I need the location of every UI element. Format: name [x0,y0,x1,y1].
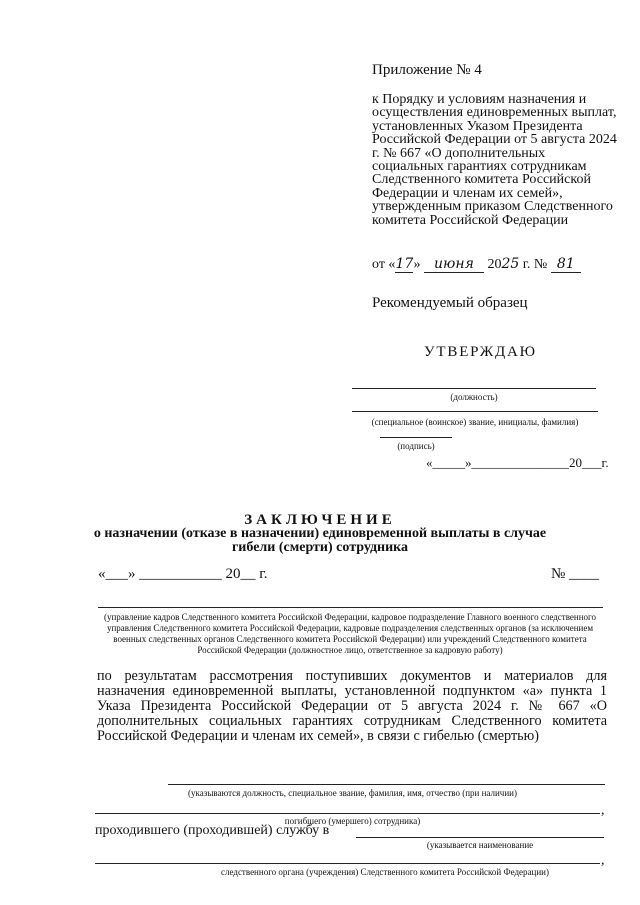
conclusion-paragraph: по результатам рассмотрения поступивших документов и материалов для назначения единовременной выплаты, установленной подпунктом «а» пункта 1 Указа Президента Российской Федерации от 5 августа 2024 г. № 667 «О дополнительных социальных гарантиях сотрудникам Следственного комитета Российской Федерации и членам их семей», в связи с гибелью (смертью) [97,668,607,744]
person-comma: , [601,803,605,818]
order-mid: » [413,257,421,272]
conclusion-subtitle-line2: гибели (смерти) сотрудника [231,540,409,555]
signature-caption: (подпись) [397,441,435,451]
position-line [352,388,596,389]
served-line [356,837,604,838]
order-year-end: г. № [519,257,548,272]
rank-caption: (специальное (воинское) звание, инициалы, фамилия) [371,417,579,427]
order-year-suffix: 25 [501,256,520,272]
conclusion-title: ЗАКЛЮЧЕНИЕ [244,512,396,528]
org-caption: (управление кадров Следственного комитета Российской Федерации, кадровое подразделение Главного военного следственного управления Следственного комитета Российской Федерации, кадровые подразделения следственных органов (за исключением военных следственных органов Следственного комитета Российской Федерации) или учреждений Следственного комитета Российской Федерации (должностное лицо, ответственное за кадровую работу) [103,612,597,655]
org-name-comma: , [601,853,605,868]
approve-date: «_____»_______________20___г. [426,455,609,470]
conclusion-subtitle-line1: о назначении (отказе в назначении) единовременной выплаты в случае [93,526,547,541]
appendix-body: к Порядку и условиям назначения и осуществления единовременных выплат, установленных Указом Президента Российской Федерации от 5 августа 2024 г. № 667 «О дополнительных социальных гарантиях сотрудникам Следственного комитета Российской Федерации и членам их семей», утвержденным приказом Следственного комитета Российской Федерации [372,92,617,228]
appendix-title: Приложение № 4 [372,62,482,78]
org-name-line [95,863,600,864]
org-line [98,607,603,608]
order-number: 81 [551,256,581,273]
person-caption: (указываются должность, специальное звание, фамилия, имя, отчество (при наличии) [188,788,517,798]
name-caption: (указывается наименование [426,840,534,850]
order-month: июня [424,256,484,273]
conclusion-date: «___» ___________ 20__ г. [98,566,268,582]
served-text: проходившего (проходившей) службу в [95,823,330,838]
person-line-1 [168,784,605,785]
recommended-sample: Рекомендуемый образец [372,295,528,311]
order-prefix: от « [372,257,396,272]
approve-title: УТВЕРЖДАЮ [424,344,537,360]
order-date-line [372,256,581,273]
order-day: 17 [395,256,414,272]
rank-line [352,411,598,412]
conclusion-subtitle [0,527,640,555]
order-year-prefix: 20 [487,257,502,272]
org-name-caption: следственного органа (учреждения) Следственного комитета Российской Федерации) [221,867,549,877]
position-caption: (должность) [450,392,498,402]
person-line-2 [95,813,600,814]
signature-line [380,437,452,438]
conclusion-number: № ____ [551,566,600,582]
deceased-caption: погибшего (умершего) сотрудника) [284,816,421,826]
